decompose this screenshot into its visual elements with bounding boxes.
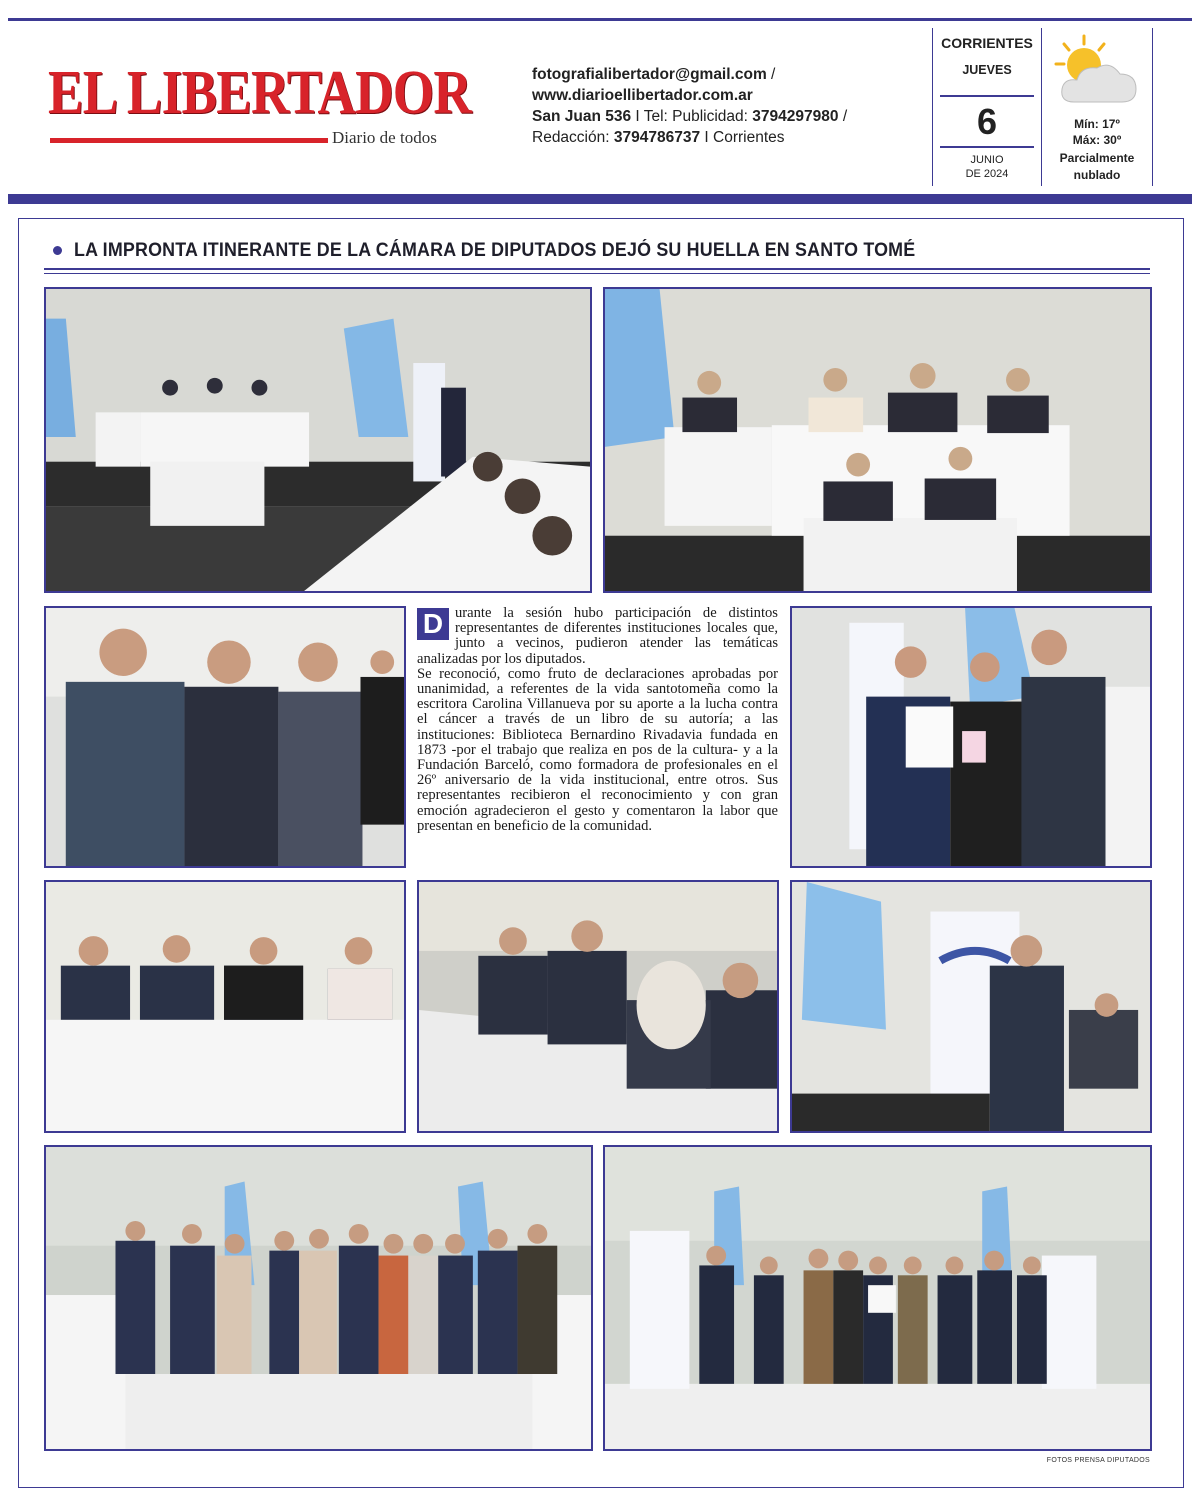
weather-box	[1042, 28, 1153, 186]
masthead-tagline: Diario de todos	[332, 128, 437, 147]
masthead-logo: EL LIBERTADOR	[48, 59, 472, 127]
date-day: 6	[976, 101, 998, 142]
photo-credit: FOTOS PRENSA DIPUTADOS	[1046, 1457, 1150, 1464]
masthead-underline	[50, 138, 328, 143]
contact-tel-label: Tel: Publicidad:	[643, 108, 748, 125]
contact-redaccion-label: Redacción:	[532, 129, 610, 146]
headline-rule-thin	[44, 273, 1150, 274]
photo-three-officials	[44, 606, 406, 868]
contact-website: www.diarioellibertador.com.ar	[532, 87, 753, 104]
weather-condition-1: Parcialmente	[1059, 151, 1135, 165]
date-city: CORRIENTES	[941, 35, 1033, 51]
contact-tel-publicidad: 3794297980	[752, 108, 839, 125]
article-dropcap: D	[417, 608, 449, 640]
article-paragraph-2: Se reconoció, como fruto de declaraciones aprobadas por unanimidad, a referentes de la vida santotomeña como la escritora Carolina Villanueva por su aporte a la lucha contra el cáncer a través de un libro de su autoría; a las instituciones: Biblioteca Bernardino Rivadavia fundada en 1873 -por el trabajo que realiza en pos de la cultura- y a la Fundación Barceló, como formadora de profesionales en el 26º aniversario de la vida institucional, entre otros. Sus representantes recibieron el reconocimiento y con gran emoción agradecieron el gesto y comentaron la labor que presentan en beneficio de la comunidad.	[417, 665, 778, 834]
article-headline: LA IMPRONTA ITINERANTE DE LA CÁMARA DE DIPUTADOS DEJÓ SU HUELLA EN SANTO TOMÉ	[74, 240, 916, 261]
photo-session-room	[44, 287, 592, 593]
photo-head-table	[603, 287, 1152, 593]
contact-email: fotografialibertador@gmail.com	[532, 66, 767, 83]
date-divider-bottom	[940, 146, 1034, 148]
date-divider-top	[940, 95, 1034, 97]
article-body	[417, 606, 778, 834]
date-month: JUNIO	[970, 154, 1004, 166]
photo-group-left	[44, 1145, 593, 1451]
weather-max: Máx: 30º	[1072, 133, 1122, 147]
contact-tel-redaccion: 3794786737	[613, 129, 701, 146]
date-box	[932, 28, 1042, 186]
photo-group-right	[603, 1145, 1152, 1451]
headline-rule	[44, 268, 1150, 270]
photo-voting	[44, 880, 406, 1133]
contact-city: Corrientes	[713, 129, 785, 146]
top-rule	[8, 18, 1192, 21]
date-year: DE 2024	[965, 168, 1009, 180]
contact-info: fotografialibertador@gmail.com / www.diarioellibertador.com.ar San Juan 536 I Tel: Publicidad: 3794297980 / Redacción: 3794786737 I Corrientes	[532, 66, 848, 146]
partly-cloudy-icon	[1050, 32, 1142, 112]
contact-address: San Juan 536	[532, 108, 632, 125]
header-bottom-rule	[8, 194, 1192, 204]
headline-bullet	[53, 246, 62, 255]
photo-speaker	[790, 880, 1152, 1133]
date-weekday: JUEVES	[962, 63, 1012, 77]
weather-min: Mín: 17º	[1074, 117, 1120, 131]
article-paragraph-1: urante la sesión hubo participación de distintos representantes de diferentes instituciones locales que, junto a vecinos, pudieron atender las temáticas analizadas por los diputados.	[417, 605, 778, 667]
photo-recognition-ceremony	[790, 606, 1152, 868]
weather-condition-2: nublado	[1073, 168, 1121, 182]
photo-audience	[417, 880, 779, 1133]
